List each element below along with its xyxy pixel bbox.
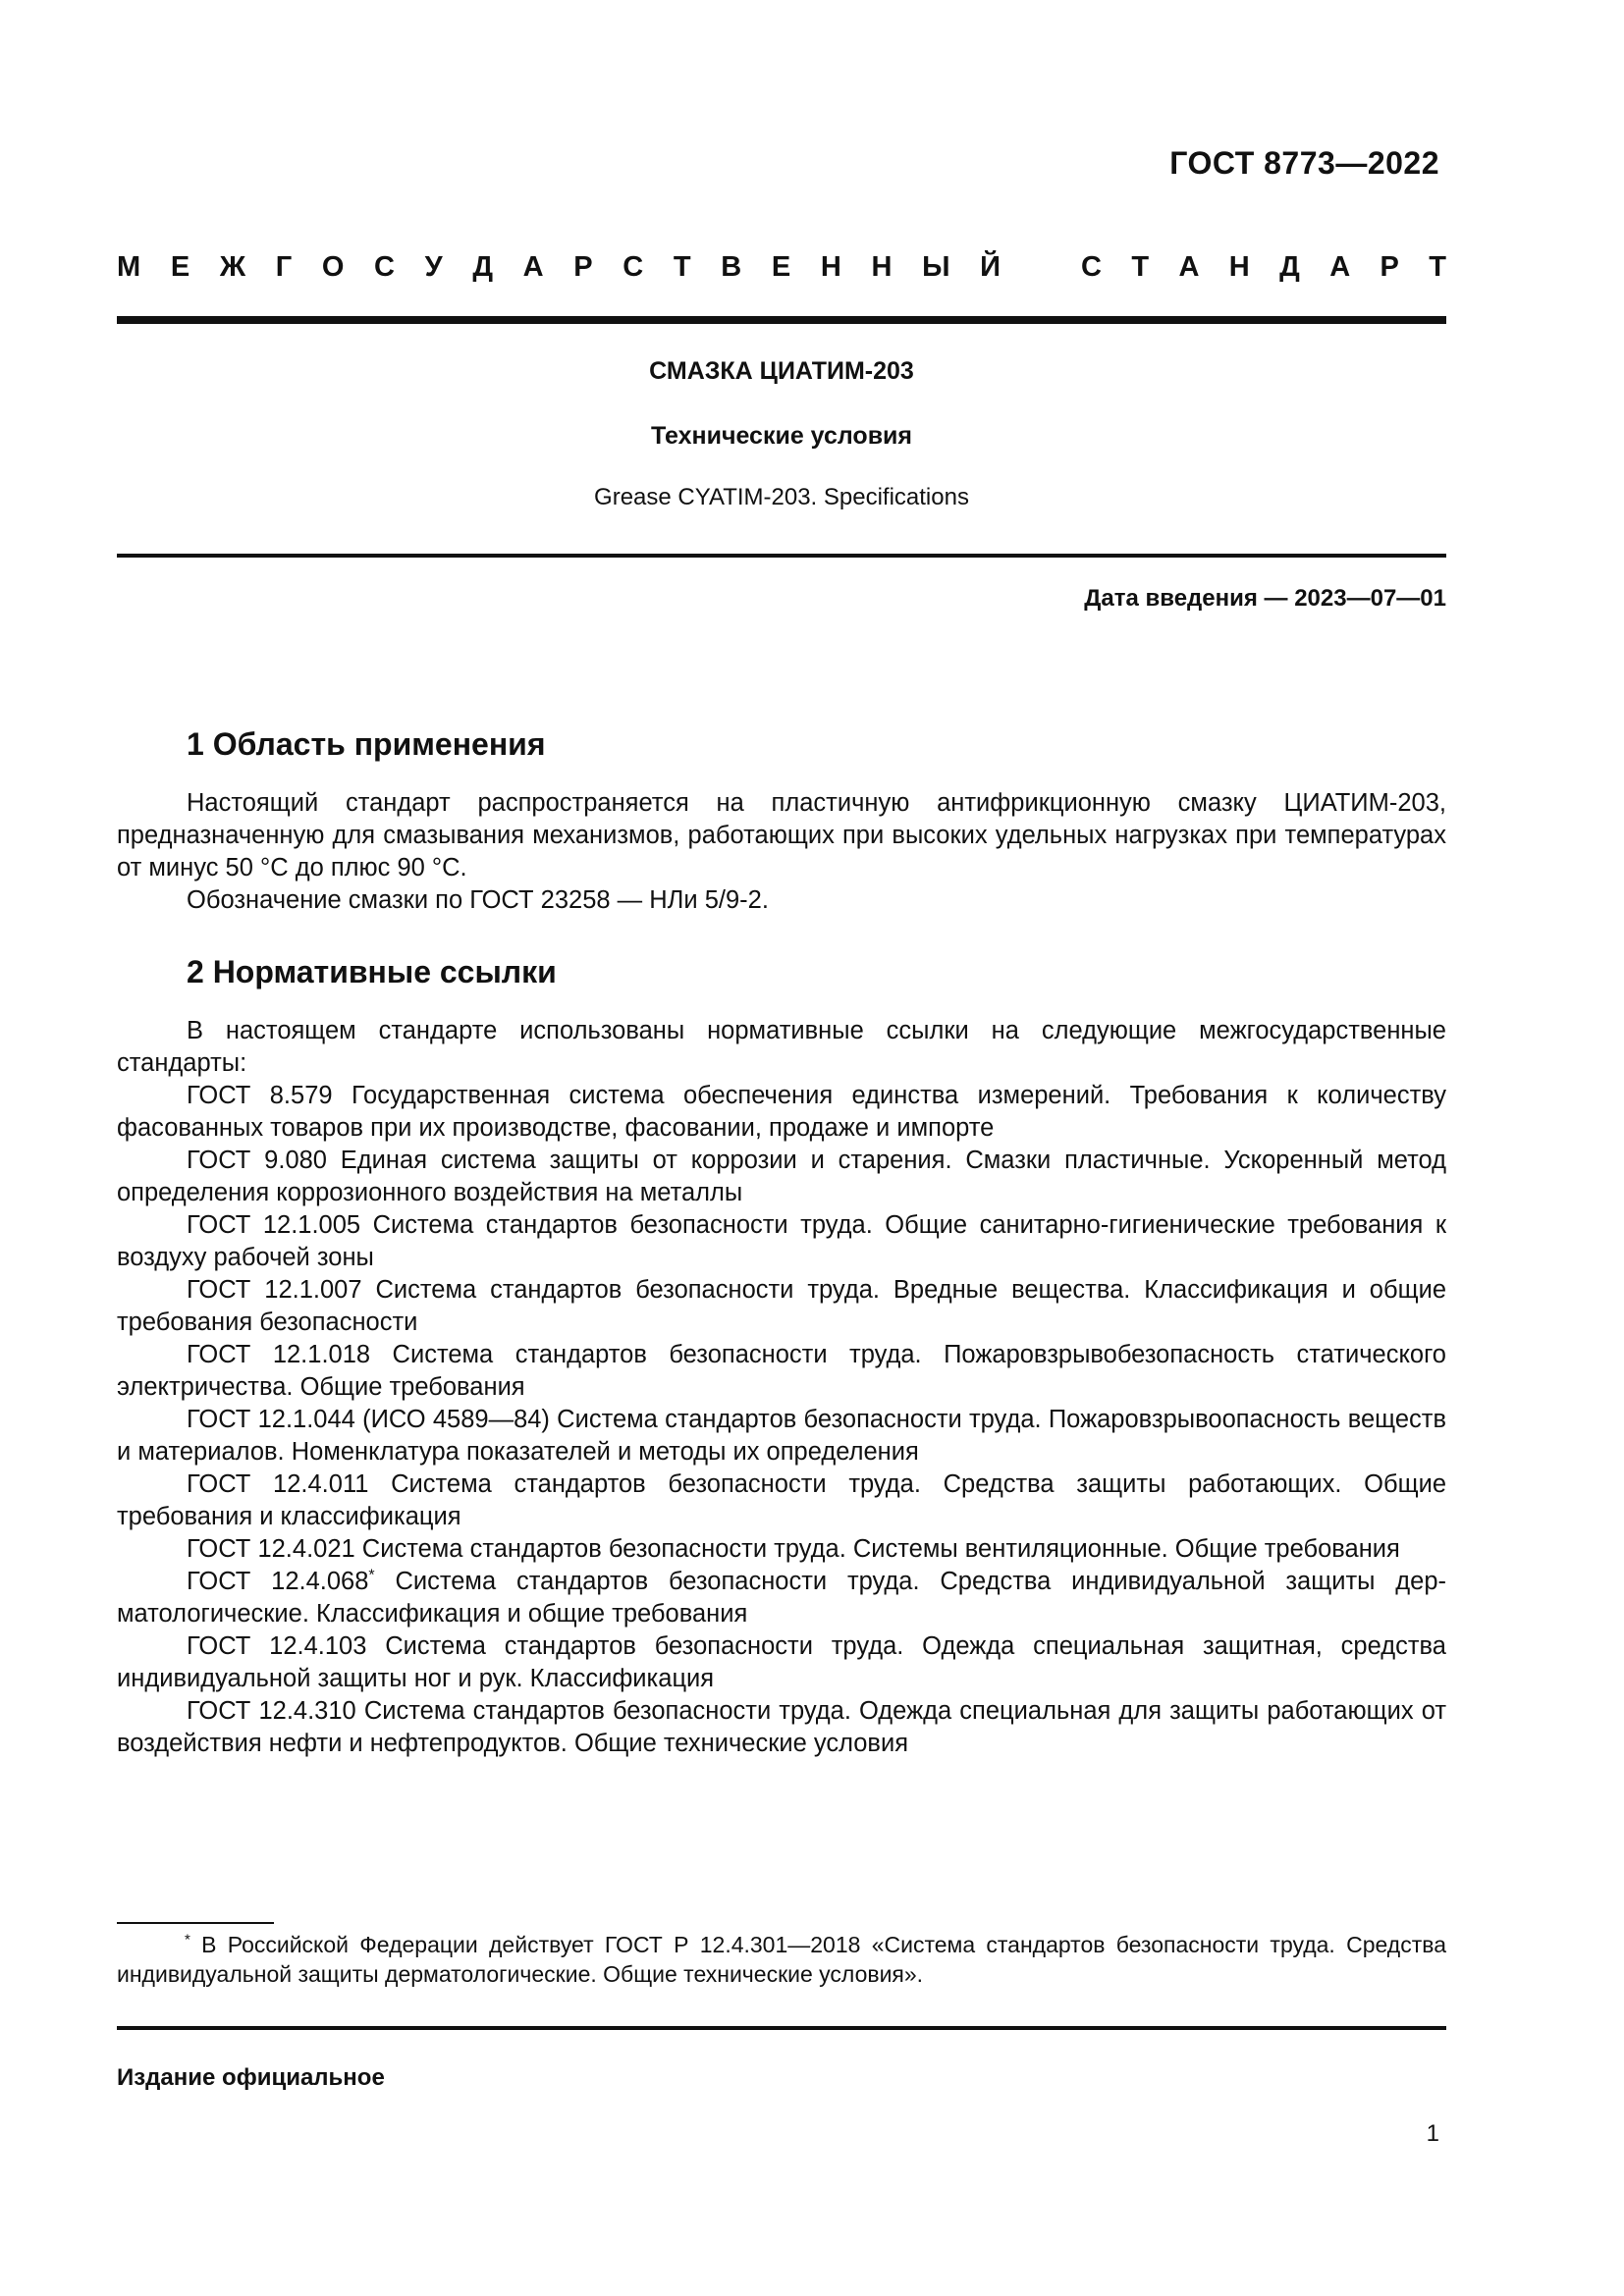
document-subtitle: Технические условия: [650, 422, 913, 450]
footer-rule: [117, 2026, 1446, 2030]
reference-text: Система стандартов безопасности труда. Вредные вещества. Классификация и общие требования безопасности: [117, 1276, 1447, 1336]
document-title: СМАЗКА ЦИАТИМ-203: [649, 357, 914, 385]
reference-text: (ИСО 4589—84) Система стандартов безопасности труда. Пожаровзрывоопасность веществ и материалов. Номенклатура показателей и методы их определения: [117, 1406, 1447, 1466]
reference-item: [117, 1080, 1446, 1145]
banner-letter: Н: [1228, 251, 1250, 283]
reference-item: [117, 1339, 1446, 1404]
reference-text: Система стандартов безопасности труда. Средства защиты работающих. Общие требования и классификация: [117, 1470, 1446, 1530]
banner-letter: С: [374, 251, 395, 283]
banner-letter: Ы: [922, 251, 950, 283]
reference-item: [117, 1695, 1446, 1760]
reference-code: ГОСТ 12.4.068: [187, 1568, 369, 1595]
footnote-marker: *: [185, 1931, 190, 1949]
reference-code: ГОСТ 12.1.044: [187, 1406, 355, 1433]
banner-letter: У: [424, 251, 443, 283]
banner-letter: Н: [871, 251, 893, 283]
banner-letter: М: [117, 251, 141, 283]
reference-code: ГОСТ 12.1.005: [187, 1211, 361, 1239]
reference-code: ГОСТ 8.579: [187, 1082, 333, 1109]
reference-item: [117, 1468, 1446, 1533]
reference-item: [117, 1209, 1446, 1274]
banner-letter: Д: [1279, 251, 1300, 283]
footnote-text: В Российской Федерации действует ГОСТ Р 12.4.301—2018 «Система стандартов безопасности труда. Средства индивидуальной защиты дерматологические. Общие технические условия».: [117, 1932, 1446, 1987]
body-paragraph: Обозначение смазки по ГОСТ 23258 — НЛи 5/9-2.: [187, 886, 769, 914]
banner-letter: А: [1178, 251, 1200, 283]
official-edition-label: Издание официальное: [117, 2064, 385, 2091]
reference-text: Система стандартов безопасности труда. Средства индивидуальной защиты дерматологические. Классификация и общие требования: [117, 1568, 1447, 1628]
reference-text: Система стандартов безопасности труда. Пожаровзрывобезопасность статического электричества. Общие требования: [117, 1341, 1446, 1401]
reference-item: [117, 1630, 1446, 1695]
reference-code: ГОСТ 12.1.018: [187, 1341, 371, 1368]
banner-letter: Д: [472, 251, 494, 283]
reference-code: ГОСТ 12.4.310: [187, 1697, 356, 1725]
introduction-date: Дата введения — 2023—07—01: [1084, 585, 1446, 612]
footnote: [117, 1930, 1446, 1989]
banner-letter: Р: [573, 251, 593, 283]
banner-word-standard: [1081, 251, 1446, 284]
references-intro: В настоящем стандарте использованы нормативные ссылки на следующие межгосударственные стандарты:: [117, 1017, 1446, 1077]
section-heading-references: 2 Нормативные ссылки: [187, 954, 557, 989]
reference-text: Система стандартов безопасности труда. Одежда специальная для защиты работающих от воздействия нефти и нефтепродуктов. Общие технические условия: [117, 1697, 1447, 1757]
reference-item: [117, 1566, 1446, 1630]
reference-text: Система стандартов безопасности труда. Общие санитарно-гигиенические требования к воздуху рабочей зоны: [117, 1211, 1446, 1271]
reference-item: [117, 1274, 1446, 1339]
reference-text: Система стандартов безопасности труда. Системы вентиляционные. Общие требования: [354, 1535, 1400, 1563]
reference-item: [117, 1145, 1446, 1209]
reference-text: Система стандартов безопасности труда. Одежда специальная защитная, средства индивидуальной защиты ног и рук. Классификация: [117, 1632, 1446, 1692]
reference-code: ГОСТ 12.4.103: [187, 1632, 367, 1660]
banner-letter: А: [1329, 251, 1351, 283]
banner-letter: Г: [275, 251, 293, 283]
banner-letter: Н: [820, 251, 841, 283]
header-thick-rule: [117, 316, 1446, 324]
footnote-marker: *: [368, 1567, 375, 1584]
banner-letter: Е: [771, 251, 791, 283]
reference-code: ГОСТ 9.080: [187, 1147, 327, 1174]
banner-letter: Ж: [219, 251, 246, 283]
reference-item: [117, 1533, 1446, 1566]
page-number: 1: [1426, 2120, 1439, 2147]
banner-letter: Р: [1380, 251, 1399, 283]
banner-letter: В: [721, 251, 742, 283]
document-number: ГОСТ 8773—2022: [1169, 145, 1439, 181]
body-paragraph: Настоящий стандарт распространяется на пластичную антифрикционную смазку ЦИАТИМ-203, предназначенную для смазывания механизмов, работающих при высоких удельных нагрузках при температурах от минус 50 °С до плюс 90 °С.: [117, 789, 1446, 881]
reference-item: [117, 1404, 1446, 1468]
reference-code: ГОСТ 12.4.021: [187, 1535, 355, 1563]
reference-text: Государственная система обеспечения единства измерений. Требования к количеству фасованных товаров при их производстве, фасовании, продаже и импорте: [117, 1082, 1446, 1142]
banner-letter: Й: [980, 251, 1001, 283]
banner-word-interstate: [117, 251, 1001, 284]
title-divider-rule: [117, 554, 1446, 558]
reference-code: ГОСТ 12.4.011: [187, 1470, 369, 1498]
reference-code: ГОСТ 12.1.007: [187, 1276, 362, 1304]
standard-type-banner: [117, 251, 1446, 284]
banner-letter: Т: [673, 251, 691, 283]
banner-letter: С: [1081, 251, 1102, 283]
section-heading-scope: 1 Область применения: [187, 726, 546, 762]
banner-letter: О: [321, 251, 345, 283]
reference-text: Единая система защиты от коррозии и старения. Смазки пластичные. Ускоренный метод определения коррозионного воздействия на металлы: [117, 1147, 1446, 1206]
banner-letter: Т: [1429, 251, 1446, 283]
document-body: [117, 724, 1446, 1760]
document-title-english: Grease CYATIM-203. Specifications: [594, 484, 969, 510]
banner-letter: Е: [170, 251, 190, 283]
footnote-separator: [117, 1922, 274, 1924]
banner-letter: Т: [1131, 251, 1150, 283]
banner-letter: А: [522, 251, 544, 283]
banner-letter: С: [623, 251, 644, 283]
